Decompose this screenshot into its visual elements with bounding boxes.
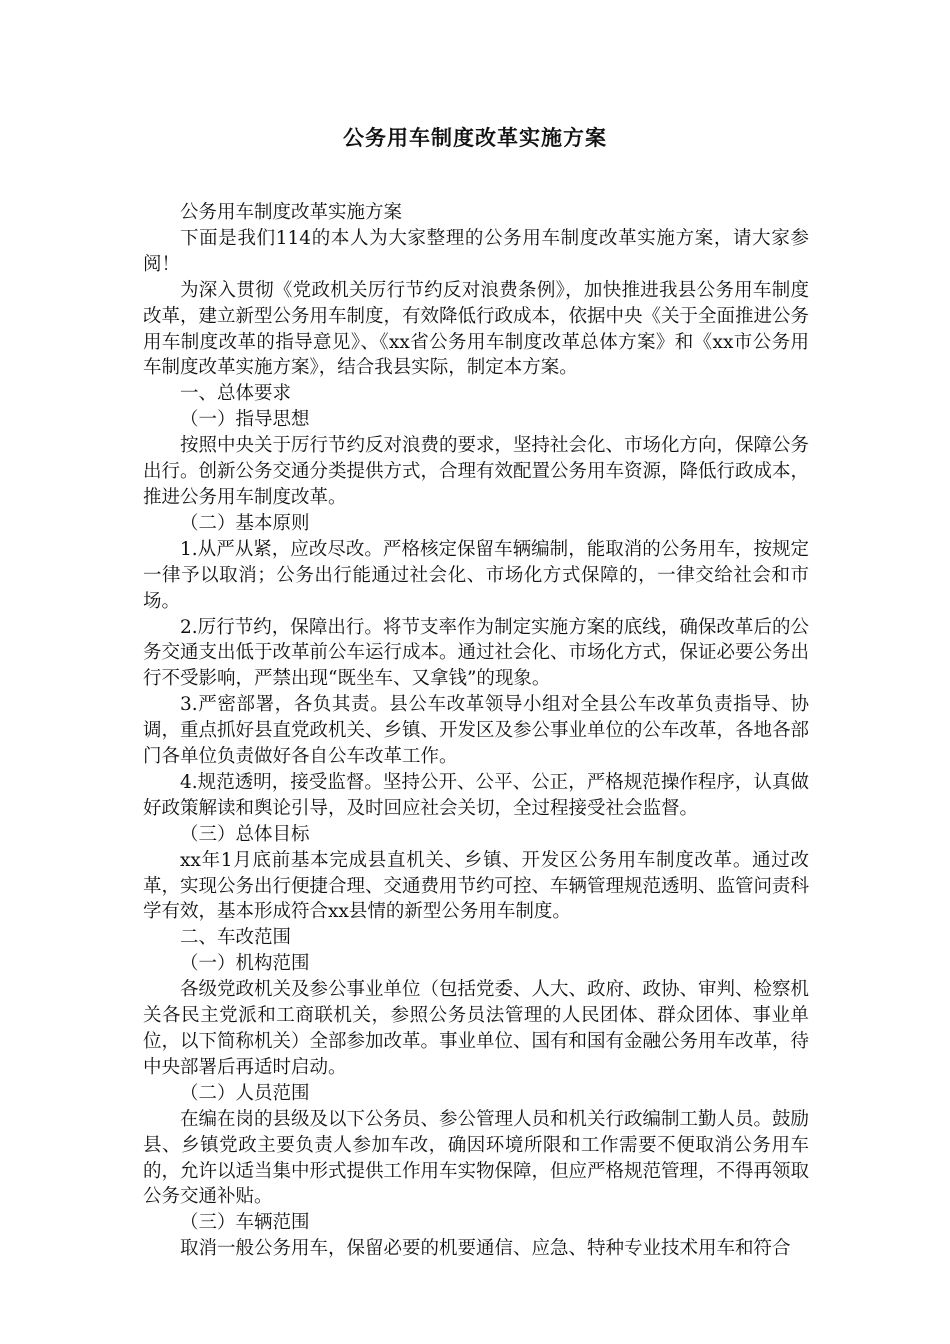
subsection-heading-2-1: （一）机构范围 — [180, 953, 310, 975]
subsection-heading-2-3: （三）车辆范围 — [180, 1212, 310, 1234]
section-heading-2: 二、车改范围 — [180, 927, 292, 949]
paragraph-subtitle: 公务用车制度改革实施方案 — [180, 202, 403, 223]
section-heading-1: 一、总体要求 — [180, 383, 292, 405]
paragraph-preamble: 为深入贯彻《党政机关厉行节约反对浪费条例》，加快推进我县公务用车制度改革，建立新型公务用车制度，有效降低行政成本，依据中央《关于全面推进公务用车制度改革的指导意见》、《xx省公务用车制度改革总体方案》和《xx市公务用车制度改革实施方案》，结合我县实际，制定本方案。 — [143, 279, 810, 379]
paragraph-vehicle-scope: 取消一般公务用车，保留必要的机要通信、应急、特种专业技术用车和符合 — [180, 1238, 791, 1260]
paragraph-intro: 下面是我们114的本人为大家整理的公务用车制度改革实施方案，请大家参阅！ — [143, 227, 809, 275]
paragraph-overall-goal: xx年1月底前基本完成县直机关、乡镇、开发区公务用车制度改革。通过改革，实现公务出行便捷合理、交通费用节约可控、车辆管理规范透明、监管问责科学有效，基本形成符合xx县情的新型公务用车制度。 — [143, 849, 810, 923]
subsection-heading-2-2: （二）人员范围 — [180, 1082, 310, 1104]
paragraph-guiding-thought: 按照中央关于厉行节约反对浪费的要求，坚持社会化、市场化方向，保障公务出行。创新公务交通分类提供方式，合理有效配置公务用车资源，降低行政成本，推进公务用车制度改革。 — [143, 435, 810, 508]
paragraph-principle-3: 3.严密部署，各负其责。县公车改革领导小组对全县公车改革负责指导、协调，重点抓好县直党政机关、乡镇、开发区及参公事业单位的公车改革，各地各部门各单位负责做好各自公车改革工作。 — [143, 694, 810, 768]
document-title: 公务用车制度改革实施方案 — [343, 125, 607, 150]
document-body — [143, 200, 809, 1262]
paragraph-principle-1: 1.从严从紧，应改尽改。严格核定保留车辆编制，能取消的公务用车，按规定一律予以取消；公务出行能通过社会化、市场化方式保障的，一律交给社会和市场。 — [143, 538, 809, 612]
subsection-heading-1-1: （一）指导思想 — [180, 409, 310, 431]
subsection-heading-1-3: （三）总体目标 — [180, 823, 310, 845]
paragraph-principle-4: 4.规范透明，接受监督。坚持公开、公平、公正，严格规范操作程序，认真做好政策解读和舆论引导，及时回应社会关切，全过程接受社会监督。 — [143, 771, 809, 819]
paragraph-personnel-scope: 在编在岗的县级及以下公务员、参公管理人员和机关行政编制工勤人员。鼓励县、乡镇党政主要负责人参加车改，确因环境所限和工作需要不便取消公务用车的，允许以适当集中形式提供工作用车实物保障，但应严格规范管理，不得再领取公务交通补贴。 — [143, 1108, 810, 1208]
subsection-heading-1-2: （二）基本原则 — [180, 512, 310, 534]
paragraph-principle-2: 2.厉行节约，保障出行。将节支率作为制定实施方案的底线，确保改革后的公务交通支出低于改革前公车运行成本。通过社会化、市场化方式，保证必要公务出行不受影响，严禁出现“既坐车、又拿钱”的现象。 — [143, 616, 810, 690]
paragraph-institution-scope: 各级党政机关及参公事业单位（包括党委、人大、政府、政协、审判、检察机关各民主党派和工商联机关，参照公务员法管理的人民团体、群众团体、事业单位，以下简称机关）全部参加改革。事业单位、国有和国有金融公务用车改革，待中央部署后再适时启动。 — [143, 979, 810, 1078]
